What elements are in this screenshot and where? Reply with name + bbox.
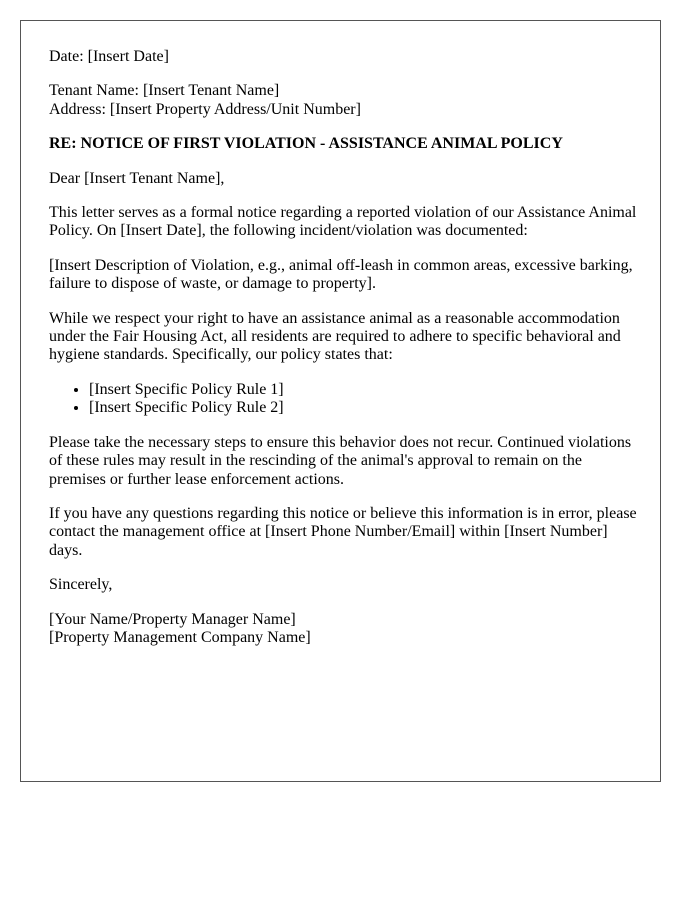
signer-name: [Your Name/Property Manager Name] [49,610,296,628]
letter-document [20,20,661,782]
policy-rule-item: • [Insert Specific Policy Rule 1] [89,381,640,399]
paragraph-contact: If you have any questions regarding this notice or believe this information is in error, please contact the management office at [Insert Phone Number/Email] within [Insert Number] days. [49,504,637,559]
date-line: Date: [Insert Date] [49,48,169,65]
tenant-name-line: Tenant Name: [Insert Tenant Name] [49,82,280,100]
paragraph-consequences: Please take the necessary steps to ensure this behavior does not recur. Continued violations of these rules may result in the rescinding of the animal's approval to remain on the premises or further lease enforcement actions. [49,433,632,488]
address-line: Address: [Insert Property Address/Unit Number] [49,100,361,118]
paragraph-violation-description: [Insert Description of Violation, e.g., animal off-leash in common areas, excessive barking, failure to dispose of waste, or damage to property]. [49,256,633,293]
policy-rules-list [49,381,640,418]
recipient-block [49,82,640,119]
paragraph-intro: This letter serves as a formal notice regarding a reported violation of our Assistance Animal Policy. On [Insert Date], the following incident/violation was documented: [49,204,637,240]
closing: Sincerely, [49,576,113,594]
company-name: [Property Management Company Name] [49,628,311,646]
policy-rule-item: • [Insert Specific Policy Rule 2] [89,399,640,417]
subject-line: RE: NOTICE OF FIRST VIOLATION - ASSISTANCE ANIMAL POLICY [49,135,563,153]
salutation: Dear [Insert Tenant Name], [49,169,225,187]
paragraph-policy: While we respect your right to have an assistance animal as a reasonable accommodation under the Fair Housing Act, all residents are required to adhere to specific behavioral and hygiene standards. Specifically, our policy states that: [49,309,621,364]
signature-block [49,611,640,648]
